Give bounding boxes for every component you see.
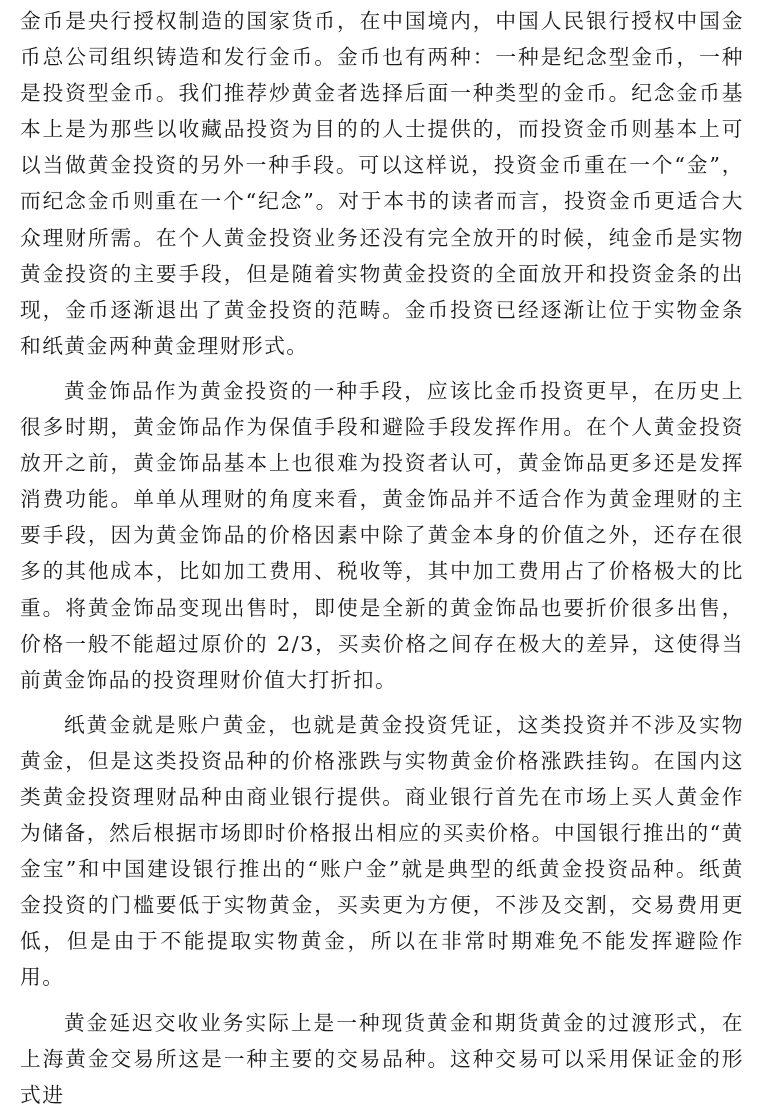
paragraph-gold-coins: 金币是央行授权制造的国家货币，在中国境内，中国人民银行授权中国金币总公司组织铸造和发行金币。金币也有两种：一种是纪念型金币，一种是投资型金币。我们推荐炒黄金者选择后面一种类型的金币。纪念金币基本上是为那些以收藏品投资为目的的人士提供的，而投资金币则基本上可以当做黄金投资的另外一种手段。可以这样说，投资金币重在一个“金”，而纪念金币则重在一个“纪念”。对于本书的读者而言，投资金币更适合大众理财所需。在个人黄金投资业务还没有完全放开的时候，纯金币是实物黄金投资的主要手段，但是随着实物黄金投资的全面放开和投资金条的出现，金币逐渐退出了黄金投资的范畴。金币投资已经逐渐让位于实物金条和纸黄金两种黄金理财形式。 xyxy=(20,9,744,358)
paragraph-deferred-delivery: 黄金延迟交收业务实际上是一种现货黄金和期货黄金的过渡形式，在上海黄金交易所这是一种主要的交易品种。这种交易可以采用保证金的形式进 xyxy=(20,1010,744,1107)
paragraph-gold-jewelry: 黄金饰品作为黄金投资的一种手段，应该比金币投资更早，在历史上很多时期，黄金饰品作为保值手段和避险手段发挥作用。在个人黄金投资放开之前，黄金饰品基本上也很难为投资者认可，黄金饰品更多还是发挥消费功能。单单从理财的角度来看，黄金饰品并不适合作为黄金理财的主要手段，因为黄金饰品的价格因素中除了黄金本身的价值之外，还存在很多的其他成本，比如加工费用、税收等，其中加工费用占了价格极大的比重。将黄金饰品变现出售时，即使是全新的黄金饰品也要折价很多出售，价格一般不能超过原价的 2/3，买卖价格之间存在极大的差异，这使得当前黄金饰品的投资理财价值大打折扣。 xyxy=(20,378,744,692)
paragraph-paper-gold: 纸黄金就是账户黄金，也就是黄金投资凭证，这类投资并不涉及实物黄金，但是这类投资品种的价格涨跌与实物黄金价格涨跌挂钩。在国内这类黄金投资理财品种由商业银行提供。商业银行首先在市场上买人黄金作为储备，然后根据市场即时价格报出相应的买卖价格。中国银行推出的“黄金宝”和中国建设银行推出的“账户金”就是典型的纸黄金投资品种。纸黄金投资的门槛要低于实物黄金，买卖更为方便，不涉及交割，交易费用更低，但是由于不能提取实物黄金，所以在非常时期难免不能发挥避险作用。 xyxy=(20,712,744,990)
